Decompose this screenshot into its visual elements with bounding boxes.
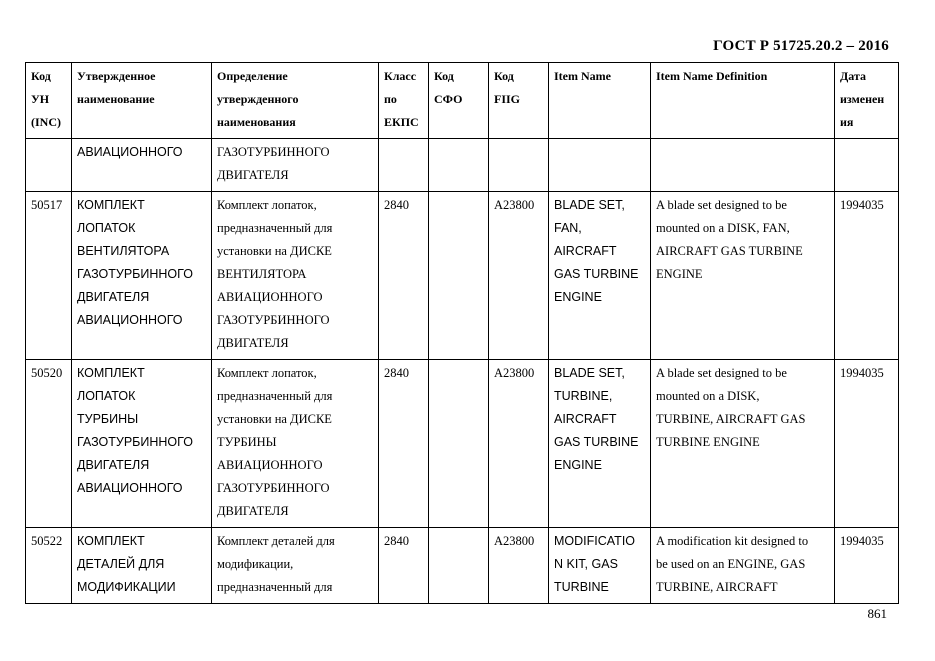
cell-line: МОДИФИКАЦИИ <box>77 580 176 594</box>
approved-name-cell <box>72 139 212 192</box>
cell-line: MODIFICATIO <box>554 534 636 548</box>
cell-line: ДВИГАТЕЛЯ <box>217 504 289 518</box>
cell-line: TURBINE, AIRCRAFT GAS <box>656 412 806 426</box>
table-row <box>26 192 899 360</box>
header-line: ия <box>840 115 854 129</box>
cell-line: ТУРБИНЫ <box>217 435 277 449</box>
item-name-cell <box>549 360 651 528</box>
header-definition <box>212 63 379 139</box>
sfo-cell <box>429 139 489 192</box>
cell-line: 2840 <box>384 534 409 548</box>
cell-line: ГАЗОТУРБИННОГО <box>217 145 330 159</box>
cell-line: mounted on a DISK, <box>656 389 760 403</box>
cell-line: ENGINE <box>554 290 602 304</box>
header-line: FIIG <box>494 92 521 106</box>
date-cell <box>835 528 899 604</box>
cell-line: КОМПЛЕКТ <box>77 198 145 212</box>
fiig-cell <box>489 139 549 192</box>
cell-line: ДВИГАТЕЛЯ <box>217 168 289 182</box>
cell-line: ЛОПАТОК <box>77 221 136 235</box>
item-definition-cell <box>651 528 835 604</box>
sfo-cell <box>429 360 489 528</box>
definition-cell <box>212 528 379 604</box>
class-cell <box>379 192 429 360</box>
cell-line: N KIT, GAS <box>554 557 618 571</box>
cell-line: предназначенный для <box>217 389 333 403</box>
header-inc <box>26 63 72 139</box>
cell-line: GAS TURBINE <box>554 267 639 281</box>
item-definition-cell <box>651 192 835 360</box>
header-line: наименование <box>77 92 155 106</box>
inc-cell <box>26 139 72 192</box>
cell-line: ВЕНТИЛЯТОРА <box>217 267 307 281</box>
header-item-definition <box>651 63 835 139</box>
date-cell <box>835 360 899 528</box>
cell-line: установки на ДИСКЕ <box>217 244 332 258</box>
cell-line: AIRCRAFT <box>554 244 617 258</box>
header-line: Дата <box>840 69 866 83</box>
catalog-table <box>25 62 899 604</box>
cell-line: ДЕТАЛЕЙ ДЛЯ <box>77 557 165 571</box>
cell-line: be used on an ENGINE, GAS <box>656 557 806 571</box>
cell-line: АВИАЦИОННОГО <box>217 290 323 304</box>
cell-line: TURBINE, AIRCRAFT <box>656 580 778 594</box>
item-definition-cell <box>651 360 835 528</box>
header-fiig <box>489 63 549 139</box>
header-class <box>379 63 429 139</box>
cell-line: КОМПЛЕКТ <box>77 366 145 380</box>
header-item-name <box>549 63 651 139</box>
header-date <box>835 63 899 139</box>
cell-line: A modification kit designed to <box>656 534 809 548</box>
class-cell <box>379 528 429 604</box>
header-line: УН <box>31 92 50 106</box>
header-line: Item Name Definition <box>656 69 768 83</box>
item-definition-cell <box>651 139 835 192</box>
inc-cell <box>26 360 72 528</box>
cell-line: ГАЗОТУРБИННОГО <box>217 481 330 495</box>
header-line: ЕКПС <box>384 115 419 129</box>
definition-cell <box>212 360 379 528</box>
cell-line: ДВИГАТЕЛЯ <box>77 290 150 304</box>
cell-line: TURBINE ENGINE <box>656 435 760 449</box>
cell-line: ТУРБИНЫ <box>77 412 139 426</box>
page-number: 861 <box>867 606 887 621</box>
header-approved-name <box>72 63 212 139</box>
fiig-cell <box>489 192 549 360</box>
fiig-cell <box>489 360 549 528</box>
header-line: Определение <box>217 69 288 83</box>
cell-line: FAN, <box>554 221 582 235</box>
header-line: по <box>384 92 397 106</box>
table-row <box>26 528 899 604</box>
cell-line: ДВИГАТЕЛЯ <box>217 336 289 350</box>
cell-line: КОМПЛЕКТ <box>77 534 145 548</box>
cell-line: 1994035 <box>840 366 884 380</box>
class-cell <box>379 360 429 528</box>
cell-line: AIRCRAFT <box>554 412 617 426</box>
cell-line: 50520 <box>31 366 63 380</box>
item-name-cell <box>549 139 651 192</box>
cell-line: AIRCRAFT GAS TURBINE <box>656 244 803 258</box>
cell-line: установки на ДИСКЕ <box>217 412 332 426</box>
approved-name-cell <box>72 192 212 360</box>
sfo-cell <box>429 528 489 604</box>
cell-line: ГАЗОТУРБИННОГО <box>217 313 330 327</box>
cell-line: ДВИГАТЕЛЯ <box>77 458 150 472</box>
cell-line: GAS TURBINE <box>554 435 639 449</box>
cell-line: 2840 <box>384 198 409 212</box>
table-body <box>26 139 899 604</box>
cell-line: TURBINE, <box>554 389 613 403</box>
cell-line: A23800 <box>494 198 535 212</box>
sfo-cell <box>429 192 489 360</box>
date-cell <box>835 192 899 360</box>
class-cell <box>379 139 429 192</box>
cell-line: 1994035 <box>840 534 884 548</box>
definition-cell <box>212 192 379 360</box>
cell-line: предназначенный для <box>217 580 333 594</box>
table-row <box>26 360 899 528</box>
item-name-cell <box>549 192 651 360</box>
header-line: утвержденного <box>217 92 299 106</box>
header-line: Код <box>31 69 51 83</box>
date-cell <box>835 139 899 192</box>
cell-line: mounted on a DISK, FAN, <box>656 221 790 235</box>
cell-line: A23800 <box>494 534 535 548</box>
cell-line: ГАЗОТУРБИННОГО <box>77 435 193 449</box>
header-line: Утвержденное <box>77 69 156 83</box>
cell-line: A23800 <box>494 366 535 380</box>
cell-line: АВИАЦИОННОГО <box>77 145 183 159</box>
header-line: изменен <box>840 92 885 106</box>
header-line: наименования <box>217 115 296 129</box>
cell-line: 50517 <box>31 198 63 212</box>
header-line: Код <box>494 69 514 83</box>
cell-line: ENGINE <box>656 267 703 281</box>
approved-name-cell <box>72 360 212 528</box>
cell-line: Комплект лопаток, <box>217 366 317 380</box>
cell-line: ВЕНТИЛЯТОРА <box>77 244 170 258</box>
cell-line: BLADE SET, <box>554 198 625 212</box>
cell-line: ENGINE <box>554 458 602 472</box>
inc-cell <box>26 528 72 604</box>
cell-line: Комплект деталей для <box>217 534 335 548</box>
header-line: Код <box>434 69 454 83</box>
item-name-cell <box>549 528 651 604</box>
header-line: Item Name <box>554 69 611 83</box>
table-row <box>26 139 899 192</box>
cell-line: A blade set designed to be <box>656 366 787 380</box>
header-sfo <box>429 63 489 139</box>
header-line: СФО <box>434 92 463 106</box>
cell-line: Комплект лопаток, <box>217 198 317 212</box>
cell-line: BLADE SET, <box>554 366 625 380</box>
header-line: (INC) <box>31 115 61 129</box>
fiig-cell <box>489 528 549 604</box>
document-header: ГОСТ Р 51725.20.2 – 2016 <box>713 38 889 54</box>
cell-line: ЛОПАТОК <box>77 389 136 403</box>
cell-line: 50522 <box>31 534 63 548</box>
cell-line: АВИАЦИОННОГО <box>217 458 323 472</box>
cell-line: предназначенный для <box>217 221 333 235</box>
cell-line: АВИАЦИОННОГО <box>77 481 183 495</box>
cell-line: АВИАЦИОННОГО <box>77 313 183 327</box>
cell-line: 2840 <box>384 366 409 380</box>
cell-line: A blade set designed to be <box>656 198 787 212</box>
definition-cell <box>212 139 379 192</box>
header-line: Класс <box>384 69 417 83</box>
cell-line: TURBINE <box>554 580 609 594</box>
approved-name-cell <box>72 528 212 604</box>
cell-line: 1994035 <box>840 198 884 212</box>
cell-line: ГАЗОТУРБИННОГО <box>77 267 193 281</box>
table-header-row <box>26 63 899 139</box>
inc-cell <box>26 192 72 360</box>
cell-line: модификации, <box>217 557 294 571</box>
